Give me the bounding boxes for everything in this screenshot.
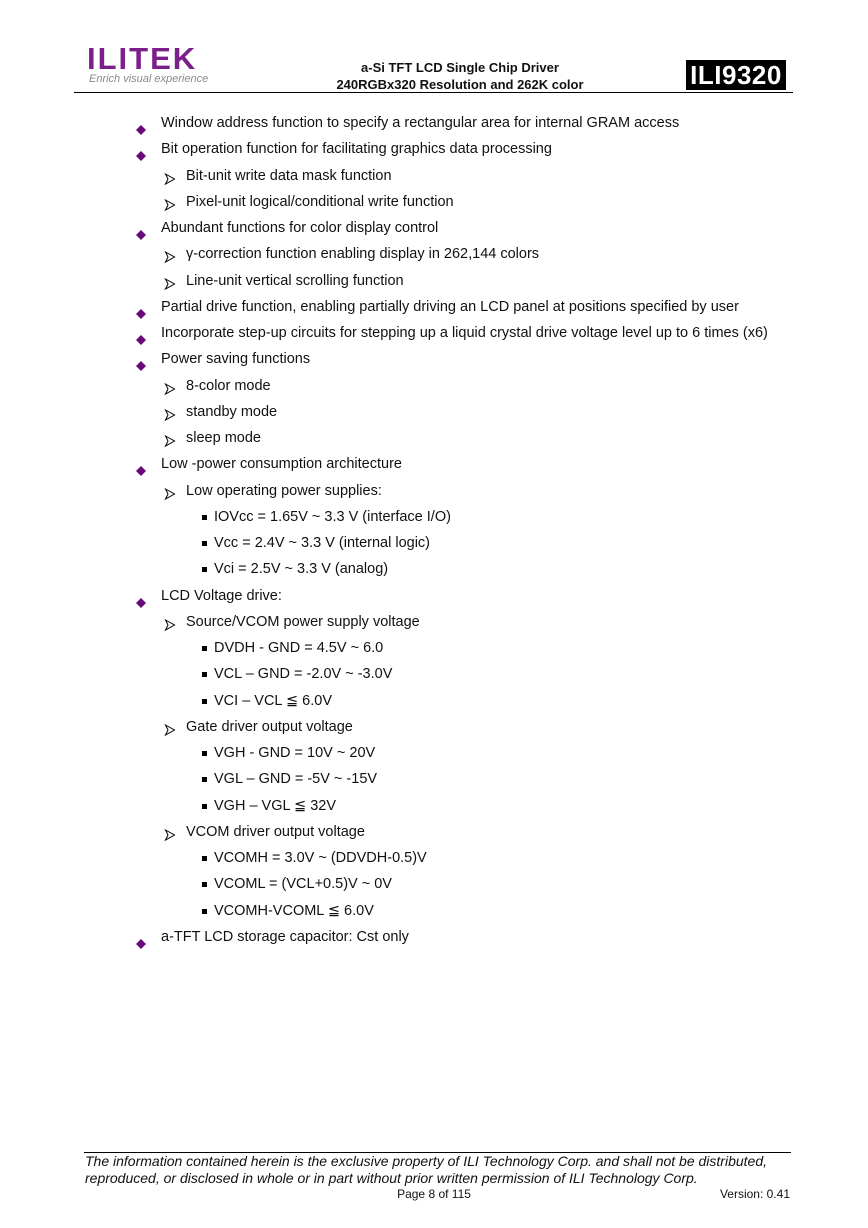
feature-text: VGH - GND = 10V ~ 20V xyxy=(214,745,376,761)
feature-item-level-2 xyxy=(0,766,868,792)
square-icon xyxy=(202,699,207,704)
feature-item-level-0 xyxy=(0,320,868,346)
diamond-icon xyxy=(136,591,146,601)
feature-item-level-1 xyxy=(0,241,868,267)
feature-text: IOVcc = 1.65V ~ 3.3 V (interface I/O) xyxy=(214,508,451,525)
feature-text: VCOMH-VCOML ≦ 6.0V xyxy=(214,902,374,919)
feature-text: LCD Voltage drive: xyxy=(161,587,282,604)
feature-item-level-1 xyxy=(0,189,868,215)
feature-text: Gate driver output voltage xyxy=(186,718,353,735)
feature-item-level-2 xyxy=(0,793,868,819)
feature-item-level-0 xyxy=(0,346,868,372)
document-version: Version: 0.41 xyxy=(719,1187,790,1201)
feature-text: VCOM driver output voltage xyxy=(186,823,365,840)
feature-text: VCL – GND = -2.0V ~ -3.0V xyxy=(214,666,393,683)
diamond-icon xyxy=(136,932,146,942)
feature-item-level-0 xyxy=(0,294,868,320)
feature-text: VCI – VCL ≦ 6.0V xyxy=(214,692,332,709)
feature-item-level-2 xyxy=(0,635,868,661)
feature-text: Abundant functions for color display control xyxy=(161,220,439,236)
feature-text: 8-color mode xyxy=(186,377,271,394)
arrowhead-icon xyxy=(164,431,176,445)
diamond-icon xyxy=(136,118,146,128)
feature-item-level-2 xyxy=(0,661,868,687)
feature-text: DVDH - GND = 4.5V ~ 6.0 xyxy=(214,640,384,656)
company-logo xyxy=(87,41,227,88)
footer-disclaimer-line1: The information contained herein is the exclusive property of ILI Technology Corp. and shall not be distributed, xyxy=(85,1153,767,1169)
feature-item-level-0 xyxy=(0,451,868,477)
square-icon xyxy=(202,515,207,520)
arrowhead-icon xyxy=(164,484,176,498)
square-icon xyxy=(202,777,207,782)
feature-item-level-0 xyxy=(0,215,868,241)
feature-text: a-TFT LCD storage capacitor: Cst only xyxy=(161,928,409,945)
square-icon xyxy=(202,909,207,914)
feature-item-level-2 xyxy=(0,556,868,582)
feature-text: VGL – GND = -5V ~ -15V xyxy=(214,771,378,788)
feature-text: Partial drive function, enabling partially driving an LCD panel at positions specified by user xyxy=(161,298,739,315)
feature-item-level-1 xyxy=(0,425,868,451)
feature-text: Low operating power supplies: xyxy=(186,482,382,499)
diamond-icon xyxy=(136,459,146,469)
chip-model-badge: ILI9320 xyxy=(686,60,786,90)
feature-text: Line-unit vertical scrolling function xyxy=(186,272,404,289)
feature-text: Low -power consumption architecture xyxy=(161,456,402,473)
feature-item-level-2 xyxy=(0,504,868,530)
document-subtitle: 240RGBx320 Resolution and 262K color xyxy=(336,77,584,92)
square-icon xyxy=(202,541,207,546)
feature-text: sleep mode xyxy=(186,430,261,446)
feature-item-level-1 xyxy=(0,478,868,504)
feature-text: Power saving functions xyxy=(161,351,311,368)
diamond-icon xyxy=(136,354,146,364)
arrowhead-icon xyxy=(164,379,176,393)
feature-item-level-1 xyxy=(0,609,868,635)
feature-item-level-0 xyxy=(0,583,868,609)
feature-text: VGH – VGL ≦ 32V xyxy=(214,797,337,814)
arrowhead-icon xyxy=(164,274,176,288)
feature-text: Source/VCOM power supply voltage xyxy=(186,613,420,630)
feature-text: Vci = 2.5V ~ 3.3 V (analog) xyxy=(214,561,389,578)
feature-list xyxy=(0,110,868,950)
arrowhead-icon xyxy=(164,825,176,839)
square-icon xyxy=(202,856,207,861)
square-icon xyxy=(202,567,207,572)
square-icon xyxy=(202,751,207,756)
arrowhead-icon xyxy=(164,405,176,419)
square-icon xyxy=(202,646,207,651)
feature-item-level-2 xyxy=(0,688,868,714)
logo-wordmark: ILITEK xyxy=(87,41,198,76)
feature-text: Bit-unit write data mask function xyxy=(186,167,392,184)
feature-text: VCOML = (VCL+0.5)V ~ 0V xyxy=(214,876,392,893)
feature-text: VCOMH = 3.0V ~ (DDVDH-0.5)V xyxy=(214,850,427,866)
feature-text: standby mode xyxy=(186,403,278,420)
diamond-icon xyxy=(136,328,146,338)
square-icon xyxy=(202,672,207,677)
feature-item-level-0 xyxy=(0,110,868,136)
feature-text: Bit operation function for facilitating graphics data processing xyxy=(161,141,552,158)
feature-item-level-2 xyxy=(0,871,868,897)
feature-item-level-1 xyxy=(0,373,868,399)
feature-item-level-0 xyxy=(0,136,868,162)
feature-item-level-2 xyxy=(0,898,868,924)
feature-item-level-1 xyxy=(0,268,868,294)
logo-tagline: Enrich visual experience xyxy=(89,73,209,85)
header-divider xyxy=(74,92,793,93)
diamond-icon xyxy=(136,302,146,312)
diamond-icon xyxy=(136,223,146,233)
square-icon xyxy=(202,804,207,809)
feature-item-level-2 xyxy=(0,845,868,871)
feature-item-level-1 xyxy=(0,714,868,740)
feature-text: Window address function to specify a rectangular area for internal GRAM access xyxy=(161,115,680,131)
feature-text: γ-correction function enabling display in 262,144 colors xyxy=(186,246,540,263)
feature-item-level-2 xyxy=(0,530,868,556)
square-icon xyxy=(202,882,207,887)
document-title: a-Si TFT LCD Single Chip Driver xyxy=(361,60,559,75)
arrowhead-icon xyxy=(164,720,176,734)
arrowhead-icon xyxy=(164,247,176,261)
footer-disclaimer-line2: reproduced, or disclosed in whole or in part without prior written permission of ILI Technology Corp. xyxy=(85,1170,698,1186)
feature-item-level-1 xyxy=(0,399,868,425)
feature-item-level-2 xyxy=(0,740,868,766)
arrowhead-icon xyxy=(164,169,176,183)
arrowhead-icon xyxy=(164,615,176,629)
feature-item-level-1 xyxy=(0,819,868,845)
feature-item-level-0 xyxy=(0,924,868,950)
feature-text: Incorporate step-up circuits for stepping up a liquid crystal drive voltage level up to 6 times (x6) xyxy=(161,325,768,341)
arrowhead-icon xyxy=(164,195,176,209)
page-number: Page 8 of 115 xyxy=(397,1187,471,1201)
feature-item-level-1 xyxy=(0,163,868,189)
feature-text: Vcc = 2.4V ~ 3.3 V (internal logic) xyxy=(214,535,430,551)
diamond-icon xyxy=(136,144,146,154)
feature-text: Pixel-unit logical/conditional write function xyxy=(186,193,454,210)
